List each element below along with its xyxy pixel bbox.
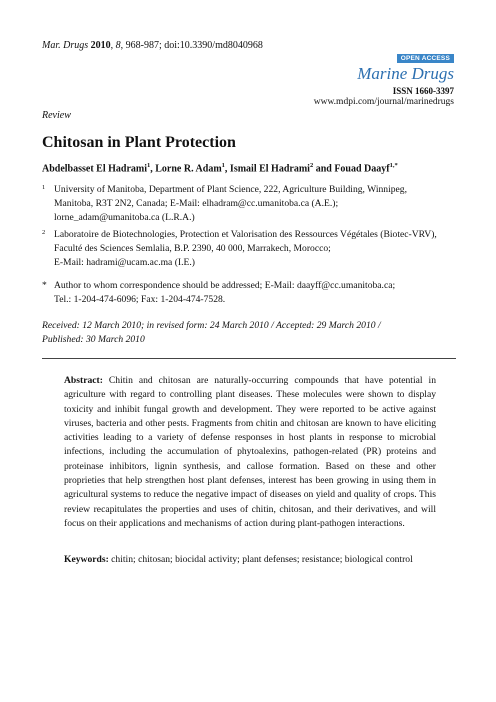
correspondence-line: Tel.: 1-204-474-6096; Fax: 1-204-474-7528. — [54, 294, 226, 306]
affiliation-mark: 1 — [42, 184, 46, 191]
citation-year: 2010 — [90, 40, 111, 51]
correspondence-mark: * — [42, 280, 47, 291]
article-title: Chitosan in Plant Protection — [42, 134, 236, 151]
affiliation-line: Faculté des Sciences Semlalia, B.P. 2390, 40 000, Marrakech, Morocco; — [54, 243, 331, 255]
publication-dates — [42, 319, 462, 347]
citation-line: Mar. Drugs 2010, 8, 968-987; doi:10.3390/md8040968 — [42, 40, 263, 51]
dates-line: Published: 30 March 2010 — [42, 334, 145, 346]
article-type: Review — [42, 110, 71, 121]
author-list — [42, 162, 398, 174]
affiliation-mark: 2 — [42, 229, 46, 236]
affiliation-line: Manitoba, R3T 2N2, Canada; E-Mail: elhadram@cc.umanitoba.ca (A.E.); — [54, 198, 339, 210]
author-name: Abdelbasset El Hadrami — [42, 163, 148, 175]
journal-abbrev: Mar. Drugs — [42, 40, 89, 51]
dates-line: Received: 12 March 2010; in revised form: 24 March 2010 / Accepted: 29 March 2010 / — [42, 320, 381, 331]
journal-name: Marine Drugs — [357, 64, 454, 83]
author-affiliation-mark: 1,* — [389, 162, 398, 169]
abstract-label: Abstract: — [64, 375, 103, 386]
author-affiliation-mark: 2 — [309, 162, 314, 169]
affiliation-line: E-Mail: hadrami@ucam.ac.ma (I.E.) — [54, 257, 195, 269]
citation-volume: 8 — [115, 40, 121, 51]
abstract-text: Chitin and chitosan are naturally-occurring compounds that have potential in agriculture with regard to controlling plant diseases. These molecules were shown to display toxicity and inhibit fungal growth and development. They were reported to be active against viruses, bacteria and other pests. Fragments from chitin and chitosan are known to have eliciting activities leading to a variety of defense responses in host plants in response to microbial infections, including the accumulation of phytoalexins, pathogen-related (PR) proteins and proteinase inhibitors, lignin synthesis, and callose formation. Based on these and other proprieties that help strengthen host plant defenses, interest has been growing in using them in agricultural systems to reduce the negative impact of diseases on yield and quality of crops. This review recapitulates the properties and uses of chitin, chitosan, and their derivatives, and will focus on their applications and mechanisms of action during plant-pathogen interactions. — [64, 375, 436, 529]
keywords — [64, 553, 436, 567]
author-separator: , — [224, 163, 230, 175]
affiliation-line: University of Manitoba, Department of Plant Science, 222, Agriculture Building, Winnipeg, — [54, 184, 408, 195]
correspondence-line: Author to whom correspondence should be addressed; E-Mail: daayff@cc.umanitoba.ca; — [54, 280, 396, 291]
author-name: Lorne R. Adam — [155, 163, 222, 175]
author-separator: , — [150, 163, 156, 175]
issn: ISSN 1660-3397 — [392, 86, 454, 96]
abstract — [64, 374, 436, 531]
affiliation-2 — [42, 228, 462, 271]
affiliation-line: Laboratoire de Biotechnologies, Protection et Valorisation des Ressources Végétales (Biotec-VRV), — [54, 229, 437, 240]
citation-pages-doi: , 968-987; doi:10.3390/md8040968 — [120, 40, 263, 51]
author-affiliation-mark: 1 — [221, 162, 225, 169]
keywords-label: Keywords: — [64, 554, 109, 565]
keywords-text: chitin; chitosan; biocidal activity; plant defenses; resistance; biological control — [108, 554, 413, 565]
correspondence-note — [42, 279, 395, 307]
affiliation-line: lorne_adam@umanitoba.ca (L.R.A.) — [54, 212, 195, 224]
affiliation-1 — [42, 183, 462, 226]
open-access-badge: OPEN ACCESS — [397, 54, 454, 63]
author-affiliation-mark: 1 — [147, 162, 151, 169]
author-separator: and — [313, 163, 335, 175]
author-name: Fouad Daayf — [334, 163, 390, 175]
divider — [42, 358, 456, 359]
author-name: Ismail El Hadrami — [229, 163, 310, 175]
journal-url[interactable]: www.mdpi.com/journal/marinedrugs — [313, 97, 454, 107]
